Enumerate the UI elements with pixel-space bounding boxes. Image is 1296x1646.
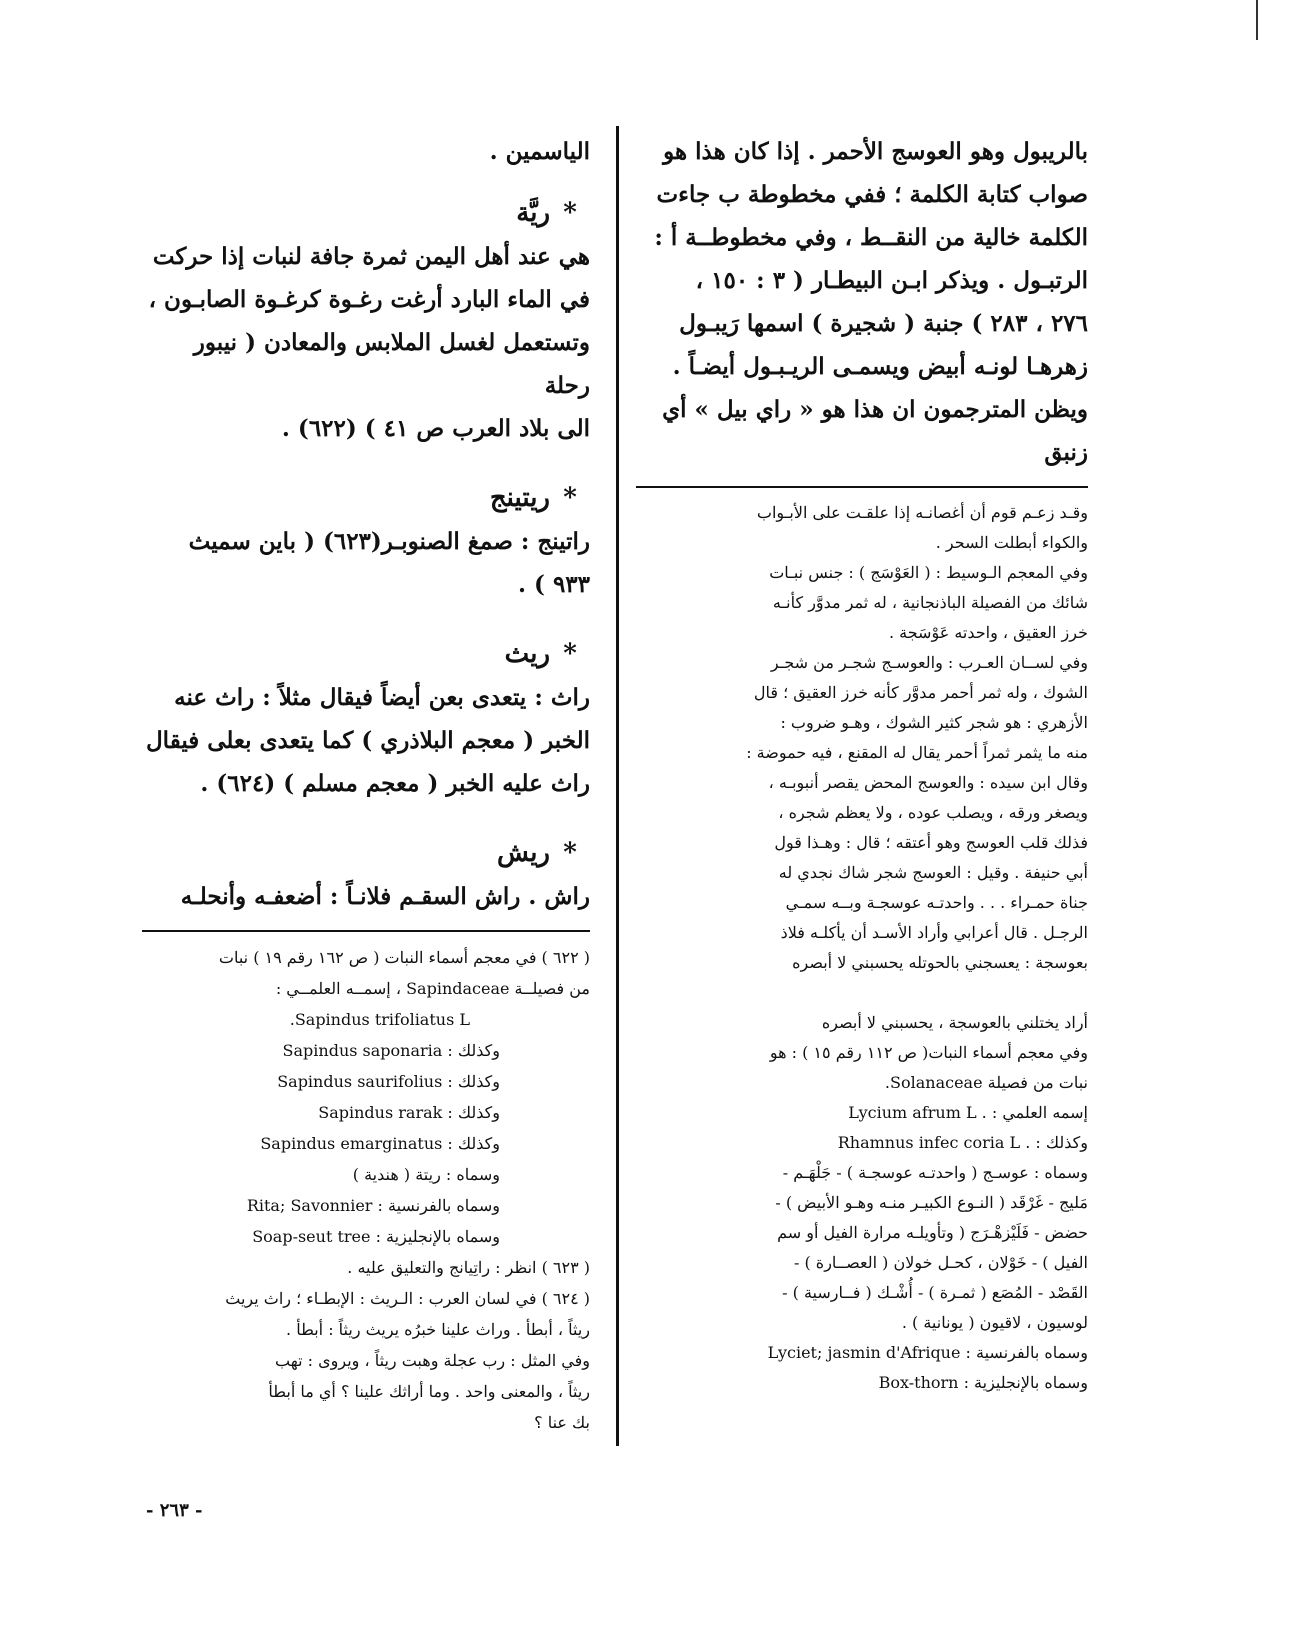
entry-heading [142, 632, 590, 676]
footnote-separator [636, 486, 1088, 488]
dictionary-entry [142, 831, 590, 918]
page-number: - ٢٦٣ - [146, 1500, 203, 1521]
footnote-line: وسماه بالفرنسية : Rita; Savonnier [246, 1196, 500, 1215]
footnote-line: Sapindus trifoliatus L. [289, 1010, 470, 1029]
text-line: زهرهـا لونـه أبيض ويسمـى الريـبـول أيضـاً . [672, 353, 1088, 380]
note-line: القَصْد - المُصَع ( ثمـرة ) - أُشْـك ( فــارسية ) - [782, 1283, 1088, 1302]
footnotes [142, 942, 590, 1438]
asterisk-icon: * [563, 198, 577, 228]
note-line: نبات من فصيلة Solanaceae. [884, 1073, 1088, 1092]
entry-line: الخبر ( معجم البلاذري ) كما يتعدى بعلى فيقال [145, 727, 590, 754]
entry-heading [142, 476, 590, 520]
note-line: حضض - فَلَيْزهْـرَج ( وتأويلـه مرارة الفيل أو سم [777, 1223, 1088, 1242]
right-main-text [636, 130, 1088, 474]
note-line: بعوسجة : يعسجني بالحوتله يحسبني لا أبصره [792, 953, 1088, 972]
column-divider [616, 126, 619, 1446]
entry-headword: ريَّة [516, 198, 550, 228]
note-line: وفي لســان العـرب : والعوسـج شجـر من شجـر [770, 653, 1088, 672]
note-line: جناة حمـراء . . . واحدتـه عوسجـة وبــه سمـي [785, 893, 1088, 912]
entry-line: هي عند أهل اليمن ثمرة جافة لنبات إذا حركت [152, 243, 590, 270]
entry-line: الى بلاد العرب ص ٤١ ) (٦٢٢) . [281, 415, 590, 442]
entry-headword: ريش [497, 838, 550, 868]
scan-edge-line [1256, 0, 1258, 40]
text-line: بالريبول وهو العوسج الأحمر . إذا كان هذا هو [663, 138, 1088, 165]
right-column [636, 130, 1088, 1398]
footnote-line: ( ٦٢٤ ) في لسان العرب : الـريث : الإبطـاء ؛ راث يريث [225, 1289, 590, 1308]
note-line: منه ما يثمر ثمراً أحمر يقال له المقنع ، فيه حموضة : [746, 743, 1088, 762]
dictionary-entry [142, 632, 590, 805]
entry-line: ٩٣٣ ) . [518, 571, 590, 598]
entry-heading [142, 191, 590, 235]
text-line: الرتبـول . ويذكر ابـن البيطـار ( ٣ : ١٥٠ ، [695, 267, 1088, 294]
text-line: ويظن المترجمون ان هذا هو « راي بيل » أي زنبق [662, 396, 1088, 466]
footnote-line: وسماه : ريتة ( هندية ) [352, 1165, 500, 1184]
note-line: وسماه : عوسـج ( واحدتـه عوسجـة ) - جَلْهَـم - [782, 1163, 1088, 1182]
text-line: الكلمة خالية من النقــط ، وفي مخطوطــة أ : [654, 224, 1088, 251]
note-line: وقال ابن سيده : والعوسج المحض يقصر أنبوبـه ، [768, 773, 1088, 792]
note-line: أبي حنيفة . وقيل : العوسج شجر شاك نجدي له [778, 863, 1088, 882]
footnote-line: من فصيلــة Sapindaceae ، إسمــه العلمــي : [275, 979, 590, 998]
left-column [142, 130, 590, 1438]
footnote-line: وسماه بالإنجليزية : Soap-seut tree [252, 1227, 500, 1246]
note-line: الشوك ، وله ثمر أحمر مدوَّر كأنه خرز العقيق ؛ قال [753, 683, 1088, 702]
note-line: فذلك قلب العوسج وهو أعتقه ؛ قال : وهـذا قول [774, 833, 1088, 852]
note-line: وسماه بالإنجليزية : Box-thorn [878, 1373, 1088, 1392]
footnote-line: ( ٦٢٢ ) في معجم أسماء النبات ( ص ١٦٢ رقم ١٩ ) نبات [218, 948, 590, 967]
continuation-line: الياسمين . [489, 138, 590, 165]
footnote-line: ( ٦٢٣ ) انظر : راتِيانج والتعليق عليه . [347, 1258, 590, 1277]
right-notes [636, 498, 1088, 1398]
entry-line: في الماء البارد أرغت رغـوة كرغـوة الصابـون ، [148, 286, 590, 313]
entry-line: وتستعمل لغسل الملابس والمعادن ( نيبور رحلة [193, 329, 590, 399]
note-line [636, 978, 1088, 1008]
note-line: والكواء أبطلت السحر . [935, 533, 1088, 552]
dictionary-entry [142, 191, 590, 450]
entry-headword: ريث [504, 639, 550, 669]
note-line: لوسيون ، لاقيون ( يونانية ) . [901, 1313, 1088, 1332]
note-line: مَليج - غَرْقَد ( النـوع الكبيـر منـه وهـو الأبيض ) - [775, 1193, 1088, 1212]
note-line: الأزهري : هو شجر كثير الشوك ، وهـو ضروب : [780, 713, 1088, 732]
asterisk-icon: * [563, 483, 577, 513]
note-line: وسماه بالفرنسية : Lyciet; jasmin d'Afrique [767, 1343, 1088, 1362]
footnote-line: ريثاً ، والمعنى واحد . وما أراثك علينا ؟ أي ما أبطأ [268, 1382, 590, 1401]
note-line: وكذلك : . Rhamnus infec coria L [837, 1133, 1088, 1152]
note-line: الرجـل . قال أعرابي وأراد الأسـد أن يأكلـه فلاذ [780, 923, 1088, 942]
note-line: وفي معجم أسماء النبات( ص ١١٢ رقم ١٥ ) : هو [769, 1043, 1088, 1062]
footnote-line: بك عنا ؟ [534, 1413, 590, 1432]
note-line: أراد يختلني بالعوسجة ، يحسبني لا أبصره [821, 1013, 1088, 1032]
entry-heading [142, 831, 590, 875]
entry-headword: ريتينج [489, 483, 550, 513]
footnote-line: وكذلك : Sapindus emarginatus [260, 1134, 500, 1153]
text-line: ٢٧٦ ، ٢٨٣ ) جنبة ( شجيرة ) اسمها رَيبـول [679, 310, 1088, 337]
footnote-separator [142, 930, 590, 932]
note-line: إسمه العلمي : . Lycium afrum L [848, 1103, 1088, 1122]
dictionary-entry [142, 476, 590, 606]
entry-line: راث عليه الخبر ( معجم مسلم ) (٦٢٤) . [200, 770, 590, 797]
footnote-line: وكذلك : Sapindus saurifolius [277, 1072, 500, 1091]
footnote-line: وكذلك : Sapindus saponaria [282, 1041, 500, 1060]
footnote-line: وكذلك : Sapindus rarak [318, 1103, 500, 1122]
note-line: شائك من الفصيلة الباذنجانية ، له ثمر مدوَّر كأنـه [772, 593, 1088, 612]
note-line: وقـد زعـم قوم أن أغصانـه إذا علقـت على الأبـواب [756, 503, 1088, 522]
note-line: ويصغر ورقه ، ويصلب عوده ، ولا يعظم شجره ، [778, 803, 1088, 822]
entry-line: راش . راش السقـم فلانـاً : أضعفـه وأنحلـه [180, 883, 590, 910]
note-line: خرز العقيق ، واحدته عَوْسَجة . [888, 623, 1088, 642]
note-line: الفيل ) - خَوْلان ، كحـل خولان ( العصــارة ) - [793, 1253, 1088, 1272]
asterisk-icon: * [563, 639, 577, 669]
footnote-line: وفي المثل : رب عجلة وهبت ريثاً ، ويروى : تهب [275, 1351, 590, 1370]
entry-line: راتينج : صمغ الصنوبـر(٦٢٣) ( باين سميث [188, 528, 590, 555]
asterisk-icon: * [563, 838, 577, 868]
text-line: صواب كتابة الكلمة ؛ ففي مخطوطة ب جاءت [656, 181, 1088, 208]
entry-line: راث : يتعدى بعن أيضاً فيقال مثلاً : راث عنه [174, 684, 590, 711]
note-line: وفي المعجم الـوسيط : ( العَوْسَج ) : جنس نبـات [769, 563, 1088, 582]
footnote-line: ريثاً ، أبطأ . وراث علينا خبرُه يريث ريثاً : أبطأ . [286, 1320, 590, 1339]
